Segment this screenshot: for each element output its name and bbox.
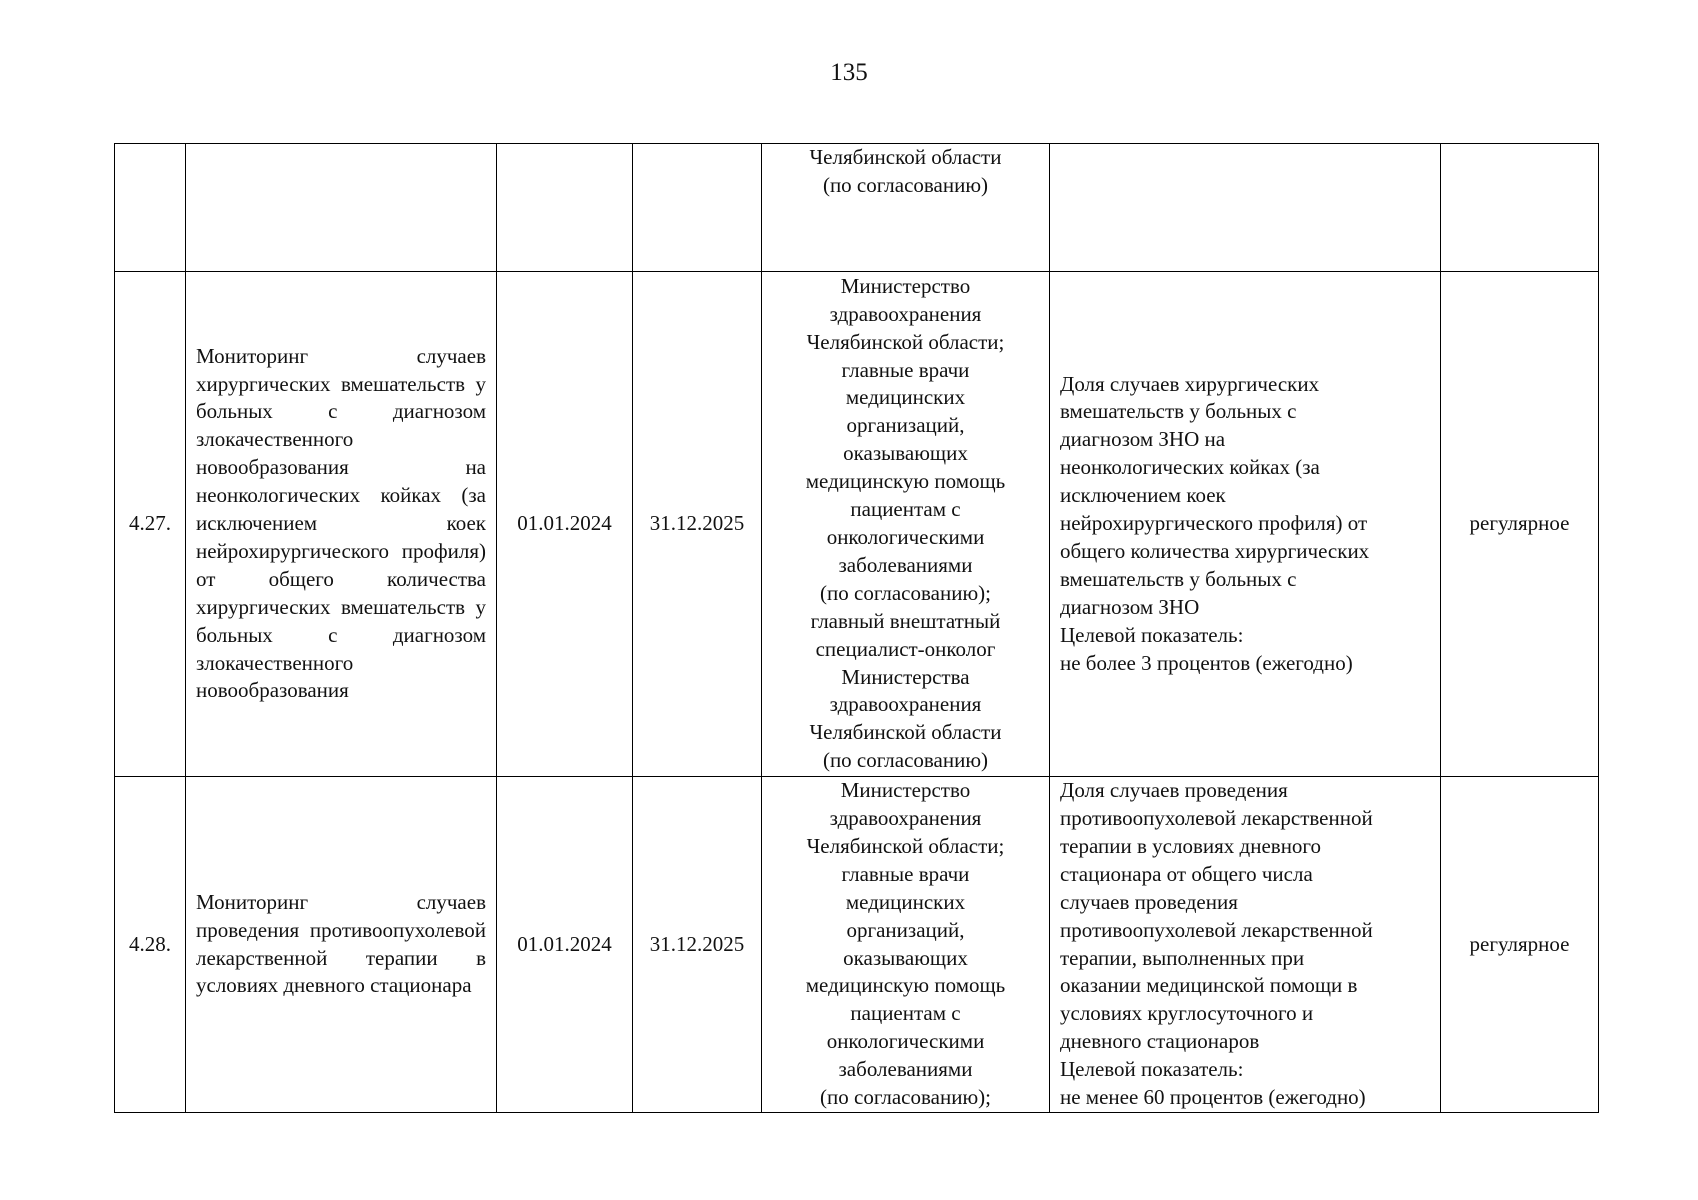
responsible-line: Челябинской области — [809, 720, 1002, 745]
indicator-line: Целевой показатель: — [1060, 622, 1244, 647]
measures-table — [114, 143, 1599, 1113]
indicator-line: терапии, выполненных при — [1060, 945, 1305, 970]
responsible-line: медицинскую помощь — [805, 973, 1006, 998]
responsible-line: медицинских — [845, 385, 966, 410]
indicator-line: общего количества хирургических — [1060, 538, 1370, 563]
responsible-cell — [762, 777, 1050, 1113]
responsible-line: (по согласованию); — [820, 1085, 991, 1110]
responsible-line: Министерство — [840, 273, 971, 298]
responsible-line: главные врачи — [841, 861, 970, 886]
indicator-line: неонкологических койках (за — [1060, 455, 1320, 480]
indicator-line: вмешательств у больных с — [1060, 566, 1297, 591]
indicator-line: нейрохирургического профиля) от — [1060, 511, 1368, 536]
indicator-line: диагнозом ЗНО — [1060, 594, 1200, 619]
responsible-line: онкологическими — [826, 525, 985, 549]
responsible-line: Министерства — [841, 664, 970, 689]
end-date-cell — [633, 144, 762, 272]
responsible-line: главные врачи — [841, 357, 970, 382]
number-cell — [115, 144, 186, 272]
start-date-cell — [497, 144, 633, 272]
responsible-line: организаций, — [846, 917, 965, 942]
indicator-line: не менее 60 процентов (ежегодно) — [1060, 1085, 1366, 1110]
responsible-line: (по согласованию) — [822, 748, 989, 773]
indicator-line: противоопухолевой лекарственной — [1060, 917, 1373, 942]
indicator-cell — [1050, 144, 1441, 272]
responsible-line: пациентам с — [850, 1001, 961, 1026]
table-row — [115, 272, 1599, 777]
start-date: 01.01.2024 — [497, 777, 633, 1113]
indicator-line: дневного стационаров — [1060, 1029, 1260, 1054]
indicator-line: Доля случаев проведения — [1060, 778, 1288, 803]
indicator-cell — [1050, 777, 1441, 1113]
responsible-line: (по согласованию); — [820, 580, 991, 605]
end-date: 31.12.2025 — [633, 777, 762, 1113]
table-row-continuation — [115, 144, 1599, 272]
table-row — [115, 777, 1599, 1113]
responsible-line: главный внештатный — [810, 608, 1001, 633]
page-number: 135 — [830, 59, 868, 86]
row-number: 4.28. — [115, 777, 186, 1113]
indicator-line: Доля случаев хирургических — [1060, 371, 1320, 396]
end-date: 31.12.2025 — [633, 272, 762, 777]
responsible-line: специалист-онколог — [815, 636, 996, 661]
responsible-line: заболеваниями — [838, 1057, 973, 1082]
responsible-line: здравоохранения — [829, 301, 982, 326]
responsible-line: Челябинской области — [809, 145, 1002, 169]
row-number: 4.27. — [115, 272, 186, 777]
indicator-line: не более 3 процентов (ежегодно) — [1060, 650, 1353, 675]
indicator-line: случаев проведения — [1060, 889, 1238, 914]
frequency: регулярное — [1441, 272, 1599, 777]
indicator-line: вмешательств у больных с — [1060, 399, 1297, 424]
indicator-line: исключением коек — [1060, 483, 1226, 508]
start-date: 01.01.2024 — [497, 272, 633, 777]
responsible-cell — [762, 144, 1050, 272]
responsible-line: здравоохранения — [829, 805, 982, 830]
responsible-line: оказывающих — [843, 441, 968, 466]
responsible-line: медицинских — [845, 889, 966, 914]
responsible-line: организаций, — [846, 413, 965, 438]
responsible-line: онкологическими — [826, 1029, 985, 1054]
indicator-line: диагнозом ЗНО на — [1060, 427, 1226, 452]
frequency-cell — [1441, 144, 1599, 272]
indicator-cell — [1050, 272, 1441, 777]
measure-name: Мониторинг случаев проведения противоопухолевой лекарственной терапии в условиях дневного стационара — [186, 777, 497, 1113]
indicator-line: терапии в условиях дневного — [1060, 833, 1322, 858]
responsible-line: заболеваниями — [838, 552, 973, 577]
name-cell — [186, 144, 497, 272]
frequency: регулярное — [1441, 777, 1599, 1113]
indicator-line: Целевой показатель: — [1060, 1057, 1244, 1082]
responsible-line: медицинскую помощь — [805, 469, 1006, 494]
responsible-line: Челябинской области; — [806, 329, 1005, 354]
indicator-line: оказании медицинской помощи в — [1060, 973, 1358, 998]
responsible-line: Челябинской области; — [806, 833, 1005, 858]
responsible-line: здравоохранения — [829, 692, 982, 717]
responsible-line: (по согласованию) — [822, 172, 989, 197]
indicator-line: условиях круглосуточного и — [1060, 1001, 1314, 1026]
responsible-cell — [762, 272, 1050, 777]
measure-name: Мониторинг случаев хирургических вмешательств у больных с диагнозом злокачественного новообразования на неонкологических койках (за исключением коек нейрохирургического профиля) от общего количества хирургических вмешательств у больных с диагнозом злокачественного новообразования — [186, 272, 497, 777]
responsible-line: Министерство — [840, 778, 971, 803]
indicator-line: стационара от общего числа — [1060, 861, 1313, 886]
indicator-line: противоопухолевой лекарственной — [1060, 805, 1373, 830]
responsible-line: пациентам с — [850, 497, 961, 522]
responsible-line: оказывающих — [843, 945, 968, 970]
